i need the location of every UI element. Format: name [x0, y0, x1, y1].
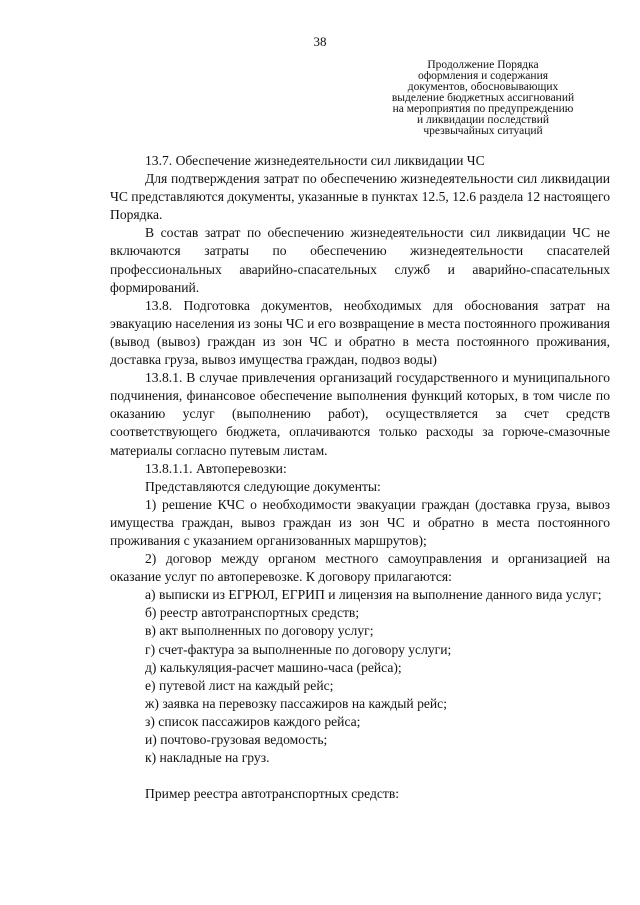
header-note-line: чрезвычайных ситуаций — [423, 125, 543, 137]
list-item: к) накладные на груз. — [145, 750, 270, 766]
list-item: е) путевой лист на каждый рейс; — [145, 677, 334, 693]
header-note-line: выделение бюджетных ассигнований — [391, 92, 575, 104]
header-note-line: оформления и содержания — [417, 70, 549, 82]
header-note-line: документов, обосновывающих — [407, 81, 559, 93]
body-paragraph: Пример реестра автотранспортных средств: — [145, 786, 400, 802]
list-item: д) калькуляция-расчет машино-часа (рейса); — [145, 659, 402, 675]
list-item: 1) решение КЧС о необходимости эвакуации граждан (доставка груза, вывоз имущества граждан, вывоз граждан из зон ЧС и обратно в места постоянного проживания с указанием организованных маршрутов); — [110, 496, 610, 548]
subsection-heading: 13.8.1.1. Автоперевозки: — [145, 460, 287, 476]
document-body — [110, 152, 610, 803]
header-note-line: на мероприятия по предупреждению — [392, 103, 574, 115]
list-item: б) реестр автотранспортных средств; — [145, 605, 360, 621]
list-item: а) выписки из ЕГРЮЛ, ЕГРИП и лицензия на выполнение данного вида услуг; — [145, 587, 602, 603]
header-note-line: и ликвидации последствий — [416, 114, 550, 126]
body-paragraph: Для подтверждения затрат по обеспечению жизнедеятельности сил ликвидации ЧС представляются документы, указанные в пунктах 12.5, 12.6 раздела 12 настоящего Порядка. — [110, 171, 610, 223]
body-paragraph: Представляются следующие документы: — [145, 478, 381, 494]
list-item: г) счет-фактура за выполненные по договору услуги; — [145, 641, 452, 657]
list-item: з) список пассажиров каждого рейса; — [145, 713, 361, 729]
header-note-line: Продолжение Порядка — [427, 59, 539, 71]
header-note — [368, 60, 598, 137]
list-item: в) акт выполненных по договору услуг; — [145, 623, 374, 639]
section-heading-13-8: 13.8. Подготовка документов, необходимых для обоснования затрат на эвакуацию населения из зоны ЧС и его возвращение в места постоянного проживания (вывод (вывоз) граждан из зон ЧС и обратно в места постоянного проживания, доставка груза, вывоз имущества граждан, подвоз воды) — [110, 297, 610, 368]
page-number: 38 — [313, 34, 327, 49]
list-item: 2) договор между органом местного самоуправления и организацией на оказание услуг по автоперевозке. К договору прилагаются: — [110, 551, 610, 585]
body-paragraph: 13.8.1. В случае привлечения организаций государственного и муниципального подчинения, финансовое обеспечение выполнения функций которых, в том числе по оказанию услуг (выполнению работ), осуществляется за счет средств соответствующего бюджета, оплачиваются только расходы за горюче-смазочные материалы согласно путевым листам. — [110, 370, 610, 458]
body-paragraph: В состав затрат по обеспечению жизнедеятельности сил ликвидации ЧС не включаются затраты по обеспечению жизнедеятельности спасателей профессиональных аварийно-спасательных служб и аварийно-спасательных формирований. — [110, 225, 610, 295]
list-item: ж) заявка на перевозку пассажиров на каждый рейс; — [145, 695, 447, 711]
section-heading-13-7: 13.7. Обеспечение жизнедеятельности сил ликвидации ЧС — [145, 153, 485, 168]
list-item: и) почтово-грузовая ведомость; — [145, 732, 328, 747]
